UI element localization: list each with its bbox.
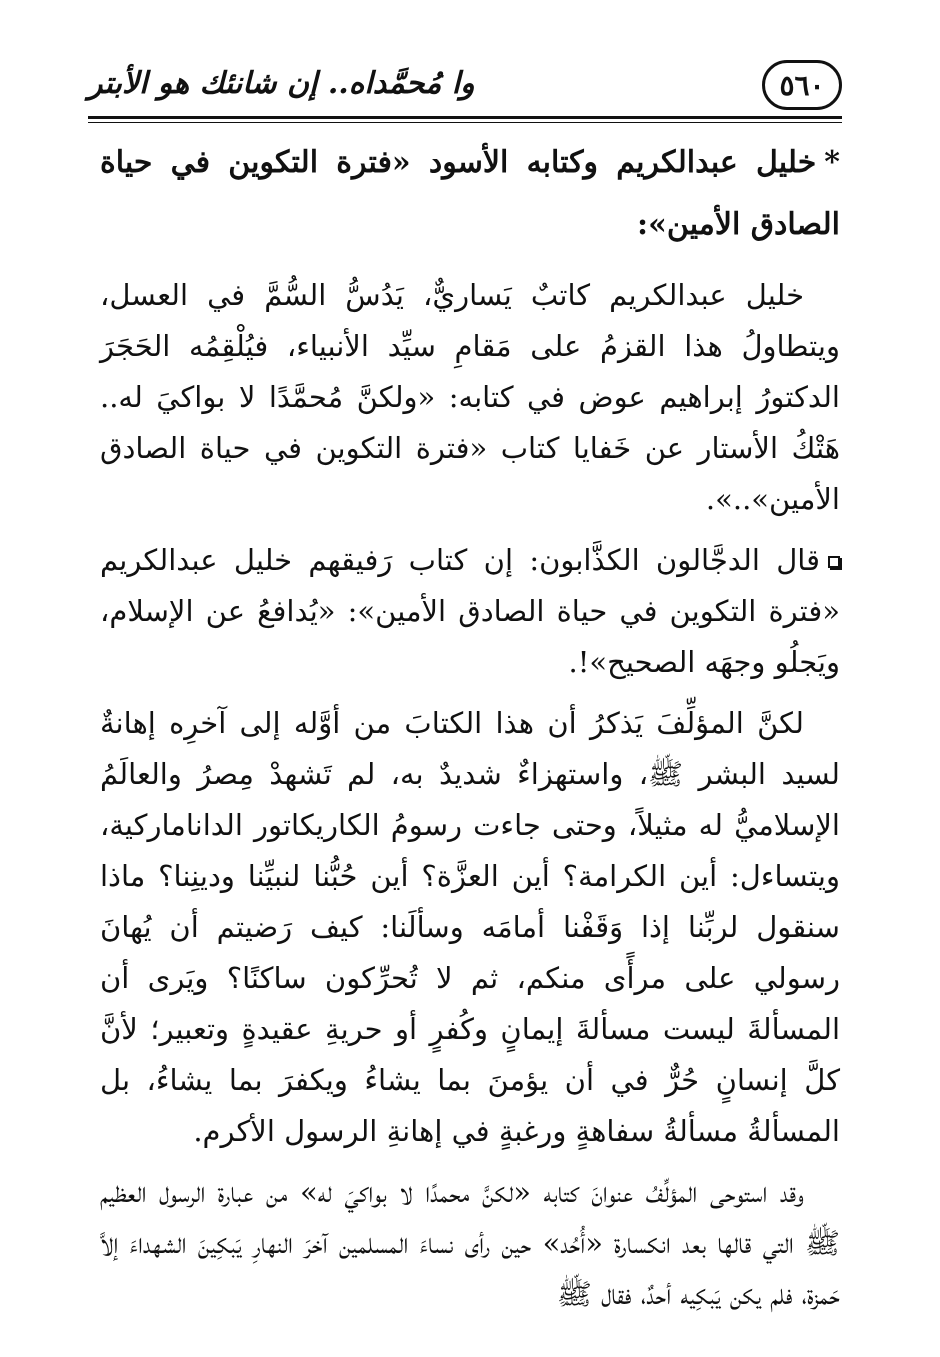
paragraph-4: وقد استوحى المؤلِّفُ عنوانَ كتابه «لكنَّ محمدًا لا بواكيَ له» من عبارة الرسول العظيم ﷺ التي قالها بعد انكسارة «أُحُد» حين رأى نساءَ المسلمين آخرَ النهارِ يَبكِينَ الشهداءَ إلاَّ حَمزة، فلم يكن يَبكِيه أحدٌ، فقال ﷺ <box>100 1175 840 1311</box>
paragraph-2-text: قال الدجَّالون الكذَّابون: إن كتاب رَفيقهم خليل عبدالكريم «فترة التكوين في حياة الصادق الأمين»: «يُدافعُ عن الإسلام، ويَجلُو وجهَه الصحيح»!. <box>100 543 840 679</box>
asterisk-icon: * <box>824 145 840 180</box>
page-number: ٥٦٠ <box>762 60 842 110</box>
page-header <box>88 60 842 114</box>
header-rule-thin <box>88 122 842 123</box>
section-heading-text: خليل عبدالكريم وكتابه الأسود «فترة التكوين في حياة الصادق الأمين»: <box>100 145 840 242</box>
running-title: وا مُحمَّداه.. إن شانئك هو الأبتر <box>88 66 475 101</box>
paragraph-2 <box>100 535 840 688</box>
section-heading <box>100 132 840 256</box>
header-rule <box>88 116 842 119</box>
page-content <box>100 132 840 1330</box>
square-bullet-icon <box>828 556 840 568</box>
paragraph-3: لكنَّ المؤلِّفَ يَذكرُ أن هذا الكتابَ من أوَّله إلى آخرِه إهانةٌ لسيد البشر ﷺ، واستهزاءٌ شديدٌ به، لم تَشهدْ مِصرُ والعالَمُ الإسلاميُّ له مثيلاً، وحتى جاءت رسومُ الكاريكاتور الداناماركية، ويتساءل: أين الكرامة؟ أين العزَّة؟ أين حُبُّنا لنبيِّنا ودينِنا؟ ماذا سنقول لربِّنا إذا وَقَفْنا أمامَه وسألَنا: كيف رَضيتم أن يُهانَ رسولي على مرأًى منكم، ثم لا تُحرِّكون ساكنًا؟ ويَرى أن المسألةَ ليست مسألةَ إيمانٍ وكُفرٍ أو حريةِ عقيدةٍ وتعبير؛ لأنَّ كلَّ إنسانٍ حُرٌّ في أن يؤمنَ بما يشاءُ ويكفرَ بما يشاءُ، بل المسألةُ مسألةُ سفاهةٍ ورغبةٍ في إهانةِ الرسول الأكرم. <box>100 706 840 1148</box>
paragraph-1: خليل عبدالكريم كاتبٌ يَساريٌّ، يَدُسُّ السُّمَّ في العسل، ويتطاولُ هذا القزمُ على مَقامِ سيِّد الأنبياء، فيُلْقِمُه الحَجَرَ الدكتورُ إبراهيم عوض في كتابه: «ولكنَّ مُحمَّدًا لا بواكيَ له.. هَتْكُ الأستار عن خَفايا كتاب «فترة التكوين في حياة الصادق الأمين»..». <box>100 278 840 516</box>
